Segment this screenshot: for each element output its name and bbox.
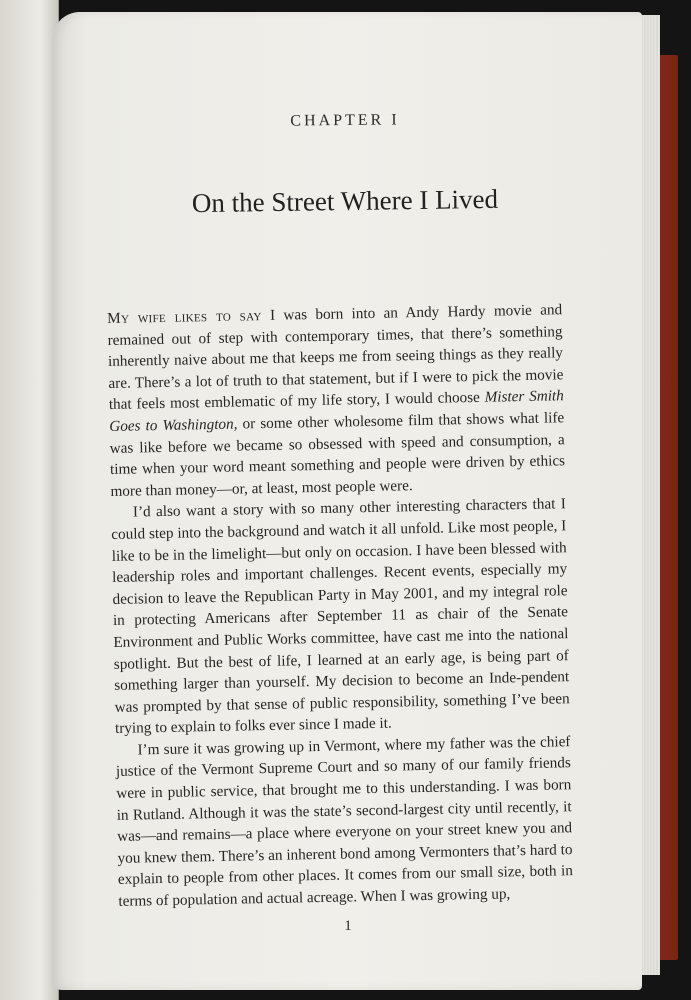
left-page — [0, 0, 59, 1000]
paragraph-1 — [107, 299, 566, 502]
chapter-title: On the Street Where I Lived — [191, 183, 499, 219]
body-text — [107, 299, 574, 912]
chapter-label: CHAPTER I — [290, 111, 400, 130]
paragraph-2: I’d also want a story with so many other interesting characters that I could step into the background and watch it all unfold. Like most people, I like to be in the limelight—but only on occasion. I have been blessed with leadership roles and important challenges. Recent events, especially my decision to leave the Republican Party in May 2001, and my integral role in protecting Americans after September 11 as chair of the Senate Environment and Public Works committee, have cast me into the national spotlight. But the best of life, I learned at an early age, is being part of something larger than yourself. My decision to become an Inde-pendent was prompted by that sense of public responsibility, something I’ve been trying to explain to folks ever since I made it. — [111, 495, 570, 738]
paragraph-text: I was born into an Andy Hardy movie and remained out of step with contemporary times, that there’s something inherently naive about me that keeps me from seeing things as they really are. There’s a lot of truth to that statement, but if I were to pick the movie that feels most emblematic of my life story, I would choose — [107, 301, 564, 414]
paragraph-text: or some other wholesome film that shows what life was like before we became so obsessed with speed and consumption, a time when your word meant something and people were driven by ethics more than money—or, at least, most people were. — [109, 409, 566, 500]
film-title: Mister Smith Goes to Washington, — [109, 387, 564, 435]
paragraph-3: I’m sure it was growing up in Vermont, where my father was the chief justice of the Vermont Supreme Court and so many of our family friends were in public service, that brought me to this understanding. I was born in Rutland. Although it was the state’s second-largest city until recently, it was—and remains—a place where everyone on your street knew you and you knew them. There’s an inherent bond among Vermonters that’s hard to explain to people from other places. It comes from our small size, both in terms of population and actual acreage. When I was growing up, — [115, 733, 574, 910]
page-number: 1 — [344, 918, 352, 934]
paragraph-lead: My wife likes to say — [107, 307, 262, 327]
